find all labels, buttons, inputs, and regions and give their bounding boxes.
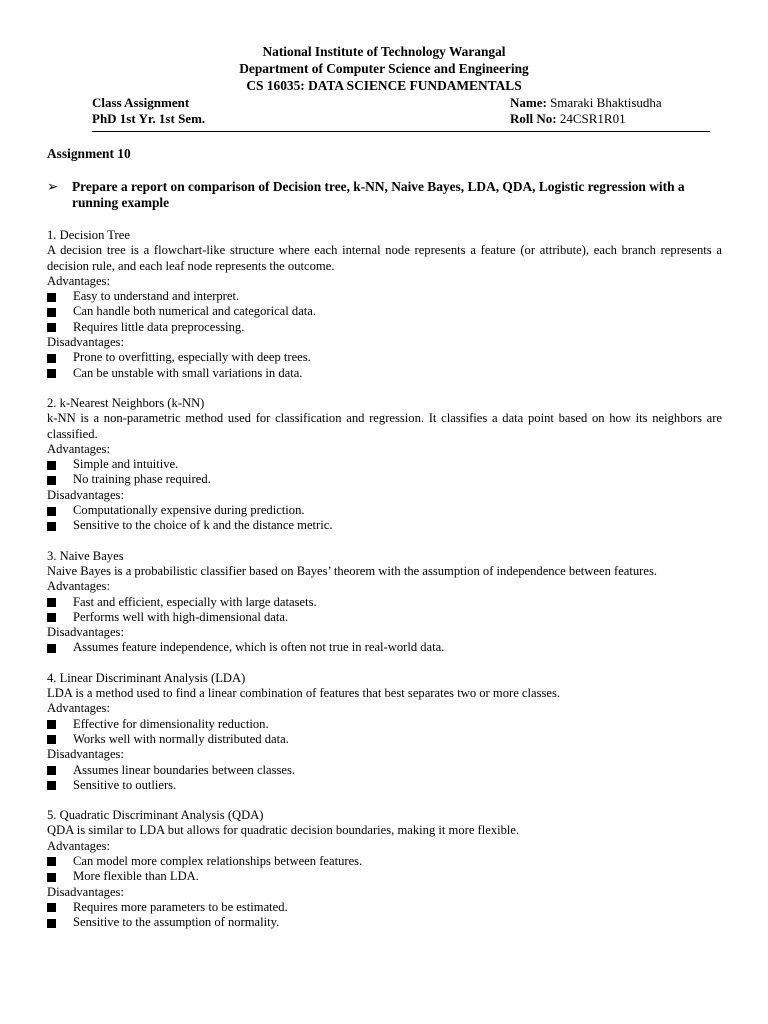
square-bullet-icon (47, 522, 56, 531)
section-4 (47, 671, 722, 793)
disadvantages-label: Disadvantages: (47, 747, 124, 762)
student-roll (510, 111, 626, 126)
section-description: k-NN is a non-parametric method used for classification and regression. It classifies a data point based on how its neighbors are classified. (47, 411, 722, 441)
advantage-text: Can handle both numerical and categorical data. (73, 304, 317, 319)
disadvantage-item (47, 900, 722, 915)
arrow-bullet-icon: ➢ (47, 179, 59, 194)
disadvantage-item (47, 350, 722, 365)
square-bullet-icon (47, 919, 56, 928)
square-bullet-icon (47, 873, 56, 882)
square-bullet-icon (47, 766, 56, 775)
advantage-item (47, 854, 722, 869)
disadvantages-label: Disadvantages: (47, 487, 124, 502)
advantage-item (47, 610, 722, 625)
section-2 (47, 396, 722, 534)
square-bullet-icon (47, 507, 56, 516)
department-title: Department of Computer Science and Engineering (239, 61, 529, 76)
disadvantage-text: Prone to overfitting, especially with deep trees. (73, 350, 311, 365)
name-value: Smaraki Bhaktisudha (550, 95, 662, 110)
advantages-label: Advantages: (47, 441, 110, 456)
square-bullet-icon (47, 735, 56, 744)
advantage-text: No training phase required. (73, 472, 211, 487)
section-heading: 1. Decision Tree (47, 228, 130, 242)
advantage-item (47, 595, 722, 610)
section-3 (47, 549, 722, 656)
section-description: A decision tree is a flowchart-like structure where each internal node represents a feature (or attribute), each branch represents a decision rule, and each leaf node represents the outcome. (47, 243, 722, 273)
section-description: QDA is similar to LDA but allows for quadratic decision boundaries, making it more flexible. (47, 823, 520, 838)
square-bullet-icon (47, 903, 56, 912)
advantage-text: Requires little data preprocessing. (73, 319, 245, 334)
square-bullet-icon (47, 323, 56, 332)
task-text: Prepare a report on comparison of Decision tree, k-NN, Naive Bayes, LDA, QDA, Logistic regression with a running example (72, 179, 685, 210)
section-heading: 4. Linear Discriminant Analysis (LDA) (47, 670, 246, 685)
disadvantage-item (47, 640, 722, 655)
advantage-item (47, 717, 722, 732)
header-divider (92, 131, 710, 132)
disadvantage-text: Sensitive to the assumption of normality. (73, 915, 280, 930)
disadvantage-item (47, 518, 722, 533)
assignment-title: Assignment 10 (47, 146, 131, 161)
roll-label: Roll No: (510, 111, 557, 126)
advantage-item (47, 472, 722, 487)
advantage-item (47, 732, 722, 747)
section-heading: 2. k-Nearest Neighbors (k-NN) (47, 395, 205, 410)
advantage-text: Effective for dimensionality reduction. (73, 716, 269, 731)
advantage-item (47, 289, 722, 304)
disadvantage-text: Assumes feature independence, which is often not true in real-world data. (73, 640, 445, 655)
institute-title: National Institute of Technology Warangal (262, 44, 506, 59)
advantages-label: Advantages: (47, 838, 110, 853)
roll-value: 24CSR1R01 (559, 111, 626, 126)
disadvantages-label: Disadvantages: (47, 884, 124, 899)
name-label: Name: (510, 95, 547, 110)
square-bullet-icon (47, 598, 56, 607)
section-5 (47, 808, 722, 930)
advantages-label: Advantages: (47, 273, 110, 288)
disadvantage-item (47, 915, 722, 930)
square-bullet-icon (47, 308, 56, 317)
disadvantage-item (47, 503, 722, 518)
section-heading: 3. Naive Bayes (47, 548, 124, 563)
advantage-text: Fast and efficient, especially with large datasets. (73, 594, 317, 609)
task-statement (47, 179, 687, 211)
disadvantage-item (47, 763, 722, 778)
advantage-text: Can model more complex relationships between features. (73, 853, 363, 868)
section-description: LDA is a method used to find a linear combination of features that best separates two or more classes. (47, 686, 561, 701)
advantage-text: More flexible than LDA. (73, 869, 199, 884)
advantage-text: Performs well with high-dimensional data. (73, 609, 289, 624)
square-bullet-icon (47, 369, 56, 378)
disadvantages-label: Disadvantages: (47, 335, 124, 350)
disadvantage-text: Assumes linear boundaries between classes. (73, 762, 296, 777)
disadvantage-item (47, 366, 722, 381)
disadvantage-item (47, 778, 722, 793)
square-bullet-icon (47, 476, 56, 485)
student-name (510, 95, 662, 110)
disadvantage-text: Sensitive to the choice of k and the distance metric. (73, 518, 333, 533)
square-bullet-icon (47, 613, 56, 622)
section-heading: 5. Quadratic Discriminant Analysis (QDA) (47, 808, 264, 823)
disadvantage-text: Computationally expensive during prediction. (73, 503, 305, 518)
square-bullet-icon (47, 857, 56, 866)
sections-container (47, 228, 722, 945)
advantage-item (47, 869, 722, 884)
disadvantage-text: Requires more parameters to be estimated. (73, 899, 288, 914)
advantage-text: Easy to understand and interpret. (73, 289, 240, 304)
square-bullet-icon (47, 644, 56, 653)
square-bullet-icon (47, 293, 56, 302)
course-title: CS 16035: DATA SCIENCE FUNDAMENTALS (246, 78, 522, 93)
square-bullet-icon (47, 461, 56, 470)
advantage-item (47, 320, 722, 335)
semester-label: PhD 1st Yr. 1st Sem. (92, 111, 206, 126)
section-description: Naive Bayes is a probabilistic classifier based on Bayes’ theorem with the assumption of independence between features. (47, 563, 658, 578)
class-assignment-label: Class Assignment (92, 95, 190, 110)
advantages-label: Advantages: (47, 579, 110, 594)
disadvantage-text: Can be unstable with small variations in data. (73, 365, 303, 380)
advantage-text: Works well with normally distributed data. (73, 731, 289, 746)
disadvantage-text: Sensitive to outliers. (73, 777, 177, 792)
advantage-text: Simple and intuitive. (73, 457, 179, 472)
advantage-item (47, 304, 722, 319)
advantages-label: Advantages: (47, 701, 110, 716)
square-bullet-icon (47, 354, 56, 363)
disadvantages-label: Disadvantages: (47, 625, 124, 640)
square-bullet-icon (47, 781, 56, 790)
advantage-item (47, 457, 722, 472)
square-bullet-icon (47, 720, 56, 729)
section-1 (47, 228, 722, 381)
